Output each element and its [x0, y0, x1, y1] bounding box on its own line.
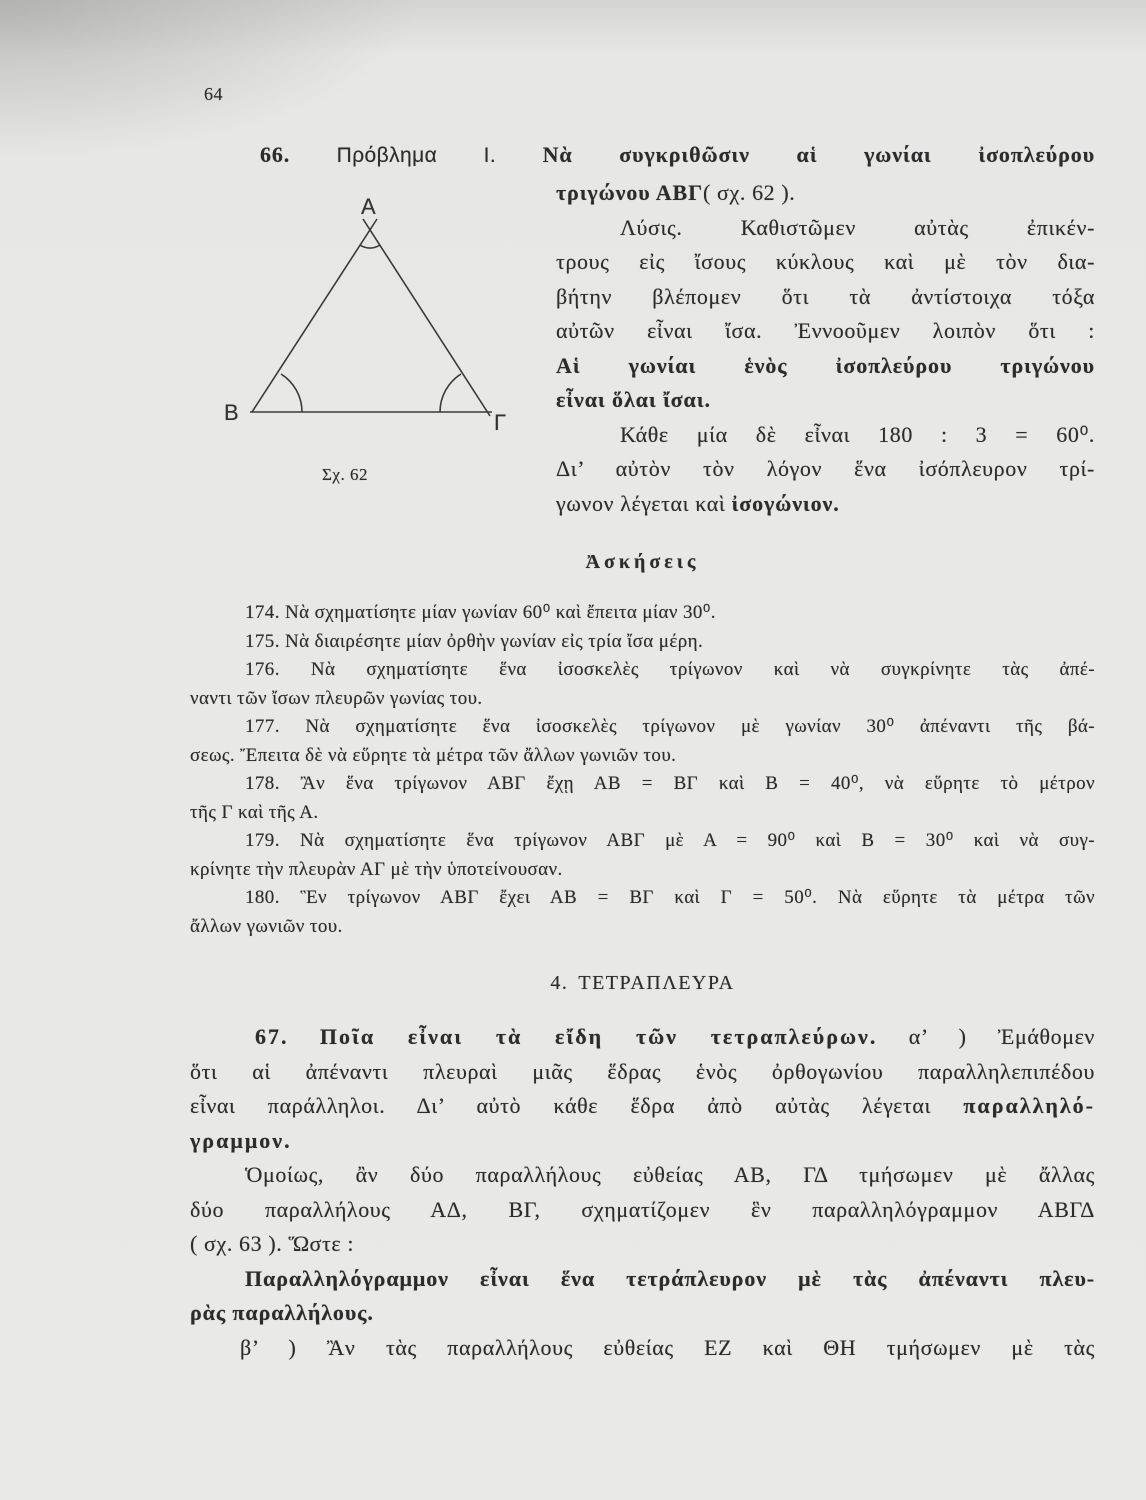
exercise-180 [190, 884, 1095, 913]
figure-caption: Σχ. 62 [322, 465, 368, 484]
exercise-179-cont: κρίνητε τὴν πλευρὰν ΑΓ μὲ τὴν ὑποτείνουσαν. [190, 858, 563, 880]
paragraph-line: δύο παραλλήλους ΑΔ, ΒΓ, σχηματίζομεν ἓν παραλληλόγραμμον ΑΒΓΔ [190, 1196, 1095, 1222]
part-a-start: α’ ) Ἐμάθομεν [908, 1024, 1095, 1049]
side-ag [363, 219, 490, 416]
solution-line: τρους εἰς ἴσους κύκλους καὶ μὲ τὸν δια- [556, 249, 1095, 274]
chapter-name: ΤΕΤΡΑΠΛΕΥΡΑ [578, 972, 735, 994]
exercise-177-cont: σεως. Ἔπειτα δὲ νὰ εὕρητε τὰ μέτρα τῶν ἄλλων γωνιῶν του. [190, 744, 677, 766]
exercise-179 [190, 827, 1095, 856]
exercise-176 [190, 656, 1095, 685]
figure-reference: ( σχ. 62 ). [703, 180, 796, 205]
exercise-text: Νὰ σχηματίσητε ἕνα τρίγωνον ΑΒΓ μὲ Α = 90⁰ καὶ Β = 30⁰ καὶ νὰ συγ- [300, 830, 1095, 851]
page-number: 64 [204, 84, 223, 104]
exercises-heading: Ἀσκήσεις [585, 551, 700, 573]
key-term-end: γραμμον. [190, 1127, 292, 1153]
solution-line: Λύσις. Καθιστῶμεν αὐτὰς ἐπικέν- [620, 214, 1095, 240]
angle-arc-a [360, 245, 380, 248]
paragraph-text: εἶναι παράλληλοι. Δι’ αὐτὸ κάθε ἕδρα ἀπὸ αὐτὰς λέγεται [190, 1093, 931, 1118]
solution-line: βήτην βλέπομεν ὅτι τὰ ἀντίστοιχα τόξα [556, 283, 1095, 309]
exercise-text: Ἂν ἕνα τρίγωνον ΑΒΓ ἔχῃ ΑΒ = ΒΓ καὶ Β = 40⁰, νὰ εὕρητε τὸ μέτρον [300, 773, 1095, 794]
exercise-text: Νὰ σχηματίσητε μίαν γωνίαν 60⁰ καὶ ἔπειτα μίαν 30⁰. [285, 602, 716, 623]
angle-arc-g [440, 374, 461, 412]
rule-line: εἶναι ὅλαι ἴσαι. [556, 387, 711, 412]
side-ab [252, 219, 377, 412]
key-term: παραλληλό- [963, 1093, 1095, 1118]
exercise-number: 175. [245, 630, 280, 652]
exercise-number: 178. [245, 773, 280, 794]
vertex-a-label: Α [361, 194, 377, 219]
key-term: ἰσογώνιον. [731, 490, 840, 516]
exercise-180-cont: ἄλλων γωνιῶν του. [190, 915, 343, 937]
section-number: 66. [260, 142, 291, 167]
problem-title-cont: τριγώνου ΑΒΓ [556, 180, 704, 205]
definition-line: ρὰς παραλλήλους. [190, 1300, 374, 1325]
solution-column [556, 176, 1095, 521]
conclusion-line: Δι’ αὐτὸν τὸν λόγον ἕνα ἰσόπλευρον τρί- [556, 456, 1095, 481]
exercise-178 [190, 770, 1095, 799]
problem-title: Νὰ συγκριθῶσιν αἱ γωνίαι ἰσοπλεύρου [542, 142, 1096, 167]
section-67-heading [190, 1020, 1095, 1055]
angle-measure-line: Κάθε μία δὲ εἶναι 180 : 3 = 60⁰. [620, 421, 1095, 447]
problem-label: Πρόβλημα Ι. [336, 144, 497, 167]
exercise-text: Νὰ σχηματίσητε ἕνα ἰσοσκελὲς τρίγωνον μὲ γωνίαν 30⁰ ἀπέναντι τῆς βά- [305, 716, 1095, 737]
exercise-175 [190, 628, 1095, 657]
chapter-title [190, 968, 1095, 998]
exercise-text: Νὰ διαιρέσητε μίαν ὀρθὴν γωνίαν εἰς τρία ἴσα μέρη. [285, 630, 704, 652]
exercise-text: Νὰ σχηματίσητε ἕνα ἰσοσκελὲς τρίγωνον καὶ νὰ συγκρίνητε τὰς ἀπέ- [310, 659, 1095, 680]
chapter-number: 4. [550, 972, 569, 994]
conclusion-text: γωνον λέγεται καὶ [556, 490, 726, 516]
exercise-number: 179. [245, 830, 280, 851]
section-67 [190, 1020, 1095, 1365]
exercise-text: Ἓν τρίγωνον ΑΒΓ ἔχει ΑΒ = ΒΓ καὶ Γ = 50⁰. Νὰ εὕρητε τὰ μέτρα τῶν [300, 887, 1095, 908]
conclusion-line-end [556, 487, 1095, 522]
exercise-number: 176. [245, 659, 280, 680]
section-number: 67. [255, 1024, 289, 1049]
angle-arc-b [281, 374, 302, 412]
exercise-number: 174. [245, 602, 280, 623]
exercise-174 [190, 599, 1095, 628]
triangle-figure [200, 190, 520, 435]
exercise-number: 177. [245, 716, 280, 737]
paragraph-line: ( σχ. 63 ). Ὥστε : [190, 1231, 355, 1256]
definition-line: Παραλληλόγραμμον εἶναι ἕνα τετράπλευρον μὲ τὰς ἀπέναντι πλευ- [245, 1265, 1095, 1291]
exercise-number: 180. [245, 887, 280, 908]
part-b-line: β’ ) Ἂν τὰς παραλλήλους εὐθείας ΕΖ καὶ ΘΗ τμήσωμεν μὲ τὰς [240, 1334, 1095, 1360]
exercise-177 [190, 713, 1095, 742]
exercise-list [190, 599, 1095, 941]
rule-line: Αἱ γωνίαι ἑνὸς ἰσοπλεύρου τριγώνου [556, 352, 1095, 378]
vertex-b-label: Β [224, 400, 240, 425]
solution-line: αὐτῶν εἶναι ἴσα. Ἐννοοῦμεν λοιπὸν ὅτι : [556, 318, 1095, 343]
exercise-176-cont: ναντι τῶν ἴσων πλευρῶν γωνίας του. [190, 687, 483, 709]
exercise-178-cont: τῆς Γ καὶ τῆς Α. [190, 801, 319, 823]
paragraph-line: ὅτι αἱ ἀπέναντι πλευραὶ μιᾶς ἕδρας ἑνὸς ὀρθογωνίου παραλληλεπιπέδου [190, 1058, 1095, 1084]
paragraph-line [190, 1089, 1095, 1124]
paragraph-line: Ὁμοίως, ἂν δύο παραλλήλους εὐθείας ΑΒ, ΓΔ τμήσωμεν μὲ ἄλλας [245, 1162, 1095, 1187]
problem-title-continued [556, 176, 1095, 211]
vertex-g-label: Γ [494, 410, 507, 435]
problem-66-heading [260, 138, 1095, 174]
section-title: Ποῖα εἶναι τὰ εἴδη τῶν τετραπλεύρων. [319, 1024, 878, 1049]
